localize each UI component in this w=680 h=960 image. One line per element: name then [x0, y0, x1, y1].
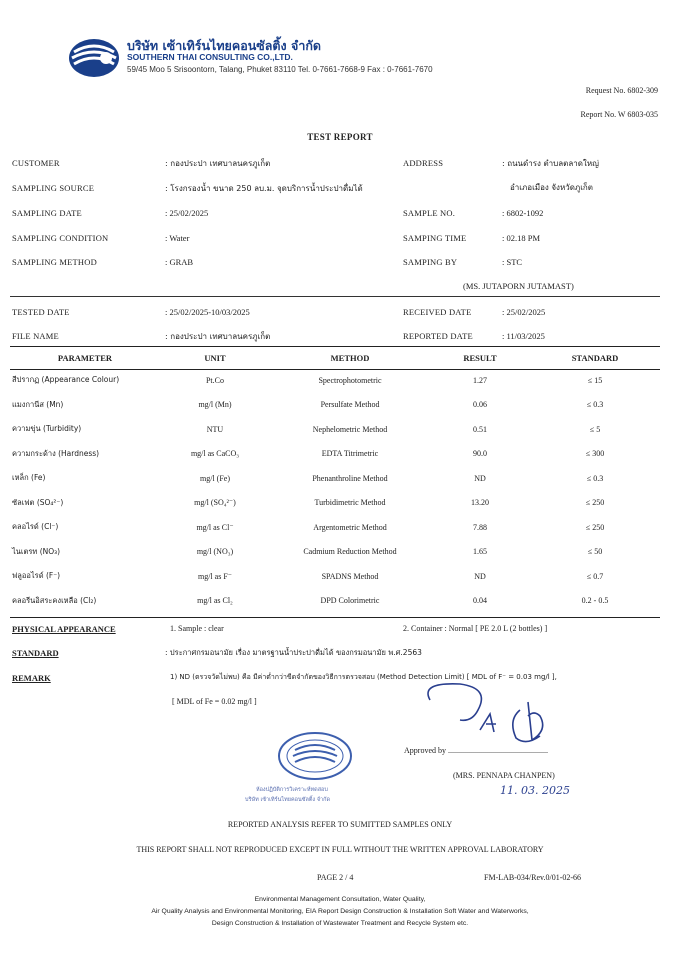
row-parameter: เหล็ก (Fe) — [12, 473, 46, 483]
row-method: Argentometric Method — [313, 522, 387, 532]
laboratory-stamp-icon — [275, 730, 355, 782]
row-unit: mg/l (Mn) — [198, 400, 232, 410]
row-unit: mg/l as CaCO₃ — [190, 449, 240, 459]
sampling-source-label: SAMPLING SOURCE — [12, 183, 95, 193]
row-result: ND — [474, 571, 486, 581]
table-row — [10, 491, 660, 516]
row-unit: mg/l (SO₄²⁻) — [194, 498, 236, 508]
standard-value: : ประกาศกรมอนามัย เรื่อง มาตรฐานน้ำประปาดื่มได้ ของกรมอนามัย พ.ศ.2563 — [165, 648, 422, 657]
remark-label: REMARK — [12, 673, 51, 683]
row-standard: ≤ 250 — [585, 498, 605, 508]
row-method: Turbidimetric Method — [314, 498, 386, 508]
table-row — [10, 466, 660, 491]
col-result: RESULT — [463, 353, 497, 363]
row-standard: ≤ 0.3 — [586, 400, 604, 410]
sampling-date-value: : 25/02/2025 — [165, 208, 209, 218]
row-result: 0.04 — [473, 596, 487, 606]
footer-line3: Design Construction & Installation of Wastewater Treatment and Recycle System etc. — [211, 920, 469, 927]
table-row — [10, 564, 660, 589]
row-standard: ≤ 0.3 — [586, 473, 604, 483]
stamp-text-line1: ห้องปฏิบัติการวิเคราะห์ทดสอบ — [256, 787, 328, 793]
row-unit: NTU — [206, 424, 224, 434]
results-table — [10, 348, 660, 613]
physical-container: 2. Container : Normal [ PE 2.0 L (2 bottles) ] — [403, 624, 548, 633]
company-name-english: SOUTHERN THAI CONSULTING CO.,LTD. — [127, 52, 293, 62]
approver-name: (MRS. PENNAPA CHANPEN) — [453, 771, 555, 780]
sampling-date-label: SAMPLING DATE — [12, 208, 82, 218]
row-standard: ≤ 300 — [585, 449, 605, 459]
customer-value: : กองประปา เทศบาลนครภูเก็ต — [165, 159, 271, 168]
sampling-method-label: SAMPLING METHOD — [12, 257, 97, 267]
row-result: 0.06 — [473, 400, 487, 410]
request-number: Request No. 6802-309 — [585, 86, 658, 95]
tested-date-value: : 25/02/2025-10/03/2025 — [165, 307, 250, 317]
row-result: ND — [474, 473, 486, 483]
row-unit: Pt.Co — [205, 375, 224, 385]
remark-line1: 1) ND (ตรวจวัดไม่พบ) คือ มีค่าต่ำกว่าขีดจำกัดของวิธีการตรวจสอบ (Method Detection Limit) [ MDL of F⁻ = 0.03 mg/l ], — [170, 673, 557, 681]
samping-by-value: : STC — [502, 257, 523, 267]
company-name-thai: บริษัท เซ้าเทิร์นไทยคอนซัลติ้ง จำกัด — [127, 38, 322, 53]
samping-by-label: SAMPING BY — [403, 257, 458, 267]
remark-line2: [ MDL of Fe = 0.02 mg/l ] — [172, 697, 257, 706]
table-row — [10, 368, 660, 393]
sample-no-value: : 6802-1092 — [502, 208, 544, 218]
reported-date-value: : 11/03/2025 — [502, 331, 545, 341]
row-standard: ≤ 250 — [585, 522, 605, 532]
file-name-label: FILE NAME — [12, 331, 59, 341]
row-method: SPADNS Method — [321, 571, 379, 581]
row-result: 13.20 — [471, 498, 489, 508]
row-unit: mg/l as Cl⁻ — [196, 522, 234, 532]
row-unit: mg/l as F⁻ — [197, 571, 232, 581]
tested-date-label: TESTED DATE — [12, 307, 70, 317]
samping-time-label: SAMPING TIME — [403, 233, 467, 243]
row-result: 1.27 — [473, 375, 487, 385]
results-table-header — [10, 348, 660, 368]
row-standard: ≤ 5 — [589, 424, 601, 434]
file-name-value: : กองประปา เทศบาลนครภูเก็ต — [165, 332, 271, 341]
row-parameter: แมงกานีส (Mn) — [12, 399, 64, 409]
address-value-line2: อำเภอเมือง จังหวัดภูเก็ต — [510, 183, 593, 192]
approved-by-line: Approved by .................................................. — [404, 746, 548, 755]
sample-no-label: SAMPLE NO. — [403, 208, 456, 218]
table-row — [10, 393, 660, 418]
row-standard: ≤ 50 — [587, 547, 603, 557]
row-parameter: ซัลเฟต (SO₄²⁻) — [12, 497, 64, 507]
table-row — [10, 540, 660, 565]
row-parameter: คลอรีนอิสระคงเหลือ (Cl₂) — [12, 595, 97, 605]
table-row — [10, 417, 660, 442]
received-date-value: : 25/02/2025 — [502, 307, 546, 317]
row-parameter: คลอไรด์ (Cl⁻) — [12, 522, 59, 532]
row-unit: mg/l as Cl₂ — [197, 596, 233, 606]
col-method: METHOD — [330, 353, 370, 363]
reported-date-label: REPORTED DATE — [403, 331, 473, 341]
row-standard: 0.2 - 0.5 — [581, 596, 609, 606]
physical-sample: 1. Sample : clear — [170, 624, 224, 633]
page-number: PAGE 2 / 4 — [317, 873, 354, 882]
row-standard: ≤ 0.7 — [586, 571, 604, 581]
row-unit: mg/l (Fe) — [200, 473, 230, 483]
row-parameter: ความกระด้าง (Hardness) — [12, 448, 100, 458]
company-logo-icon — [68, 36, 120, 80]
address-value-line1: : ถนนดำรง ตำบลตลาดใหญ่ — [502, 159, 599, 168]
report-number: Report No. W 6803-035 — [580, 110, 658, 119]
row-unit: mg/l (NO₃) — [196, 547, 234, 557]
row-parameter: ความขุ่น (Turbidity) — [12, 424, 82, 434]
sampling-condition-label: SAMPLING CONDITION — [12, 233, 109, 243]
stamp-text-line2: บริษัท เซ้าเทิร์นไทยคอนซัลติ้ง จำกัด — [245, 797, 331, 803]
row-parameter: สีปรากฏ (Appearance Colour) — [12, 375, 120, 385]
standard-label: STANDARD — [12, 648, 59, 658]
row-parameter: ฟลูออไรด์ (F⁻) — [12, 571, 61, 581]
col-unit: UNIT — [204, 353, 226, 363]
table-row — [10, 515, 660, 540]
approval-date-handwritten: 11. 03. 2025 — [500, 784, 570, 797]
table-row — [10, 442, 660, 467]
row-result: 0.51 — [473, 424, 487, 434]
form-code: FM-LAB-034/Rev.0/01-02-66 — [484, 873, 582, 882]
row-method: Cadmium Reduction Method — [303, 547, 397, 557]
received-date-label: RECEIVED DATE — [403, 307, 472, 317]
row-method: DPD Colorimetric — [320, 596, 380, 606]
row-method: Nephelometric Method — [312, 424, 388, 434]
footer-line1: Environmental Management Consultation, Water Quality, — [254, 896, 426, 903]
physical-appearance-label: PHYSICAL APPEARANCE — [12, 624, 116, 634]
customer-label: CUSTOMER — [12, 158, 60, 168]
footer-line2: Air Quality Analysis and Environmental Monitoring, EIA Report Design Construction & Installation Soft Water and Waterworks, — [151, 908, 529, 915]
col-standard: STANDARD — [571, 353, 619, 363]
row-result: 1.65 — [473, 547, 487, 557]
sampling-source-value: : โรงกรองน้ำ ขนาด 250 ลบ.ม. จุดบริการน้ำประปาดื่มได้ — [165, 184, 363, 193]
row-method: Spectrophotometric — [318, 375, 382, 385]
sampling-condition-value: : Water — [165, 233, 190, 243]
note-line1: REPORTED ANALYSIS REFER TO SUMITTED SAMPLES ONLY — [227, 820, 453, 829]
note-line2: THIS REPORT SHALL NOT REPRODUCED EXCEPT IN FULL WITHOUT THE WRITTEN APPROVAL LABORATORY — [136, 845, 544, 854]
row-result: 7.88 — [473, 522, 487, 532]
table-row — [10, 589, 660, 614]
row-method: EDTA Titrimetric — [321, 449, 379, 459]
sampling-method-value: : GRAB — [165, 257, 194, 267]
row-method: Persulfate Method — [320, 400, 380, 410]
col-parameter: PARAMETER — [57, 353, 113, 363]
row-parameter: ไนเตรท (NO₃) — [12, 546, 61, 556]
row-method: Phenanthroline Method — [312, 473, 388, 483]
sampler-name: (MS. JUTAPORN JUTAMAST) — [463, 281, 574, 291]
samping-time-value: : 02.18 PM — [502, 233, 541, 243]
row-result: 90.0 — [473, 449, 487, 459]
report-title: TEST REPORT — [307, 132, 373, 142]
company-address: 59/45 Moo 5 Srisoontorn, Talang, Phuket 83110 Tel. 0-7661-7668-9 Fax : 0-7661-7670 — [127, 65, 433, 74]
address-label: ADDRESS — [403, 158, 444, 168]
row-standard: ≤ 15 — [587, 375, 603, 385]
